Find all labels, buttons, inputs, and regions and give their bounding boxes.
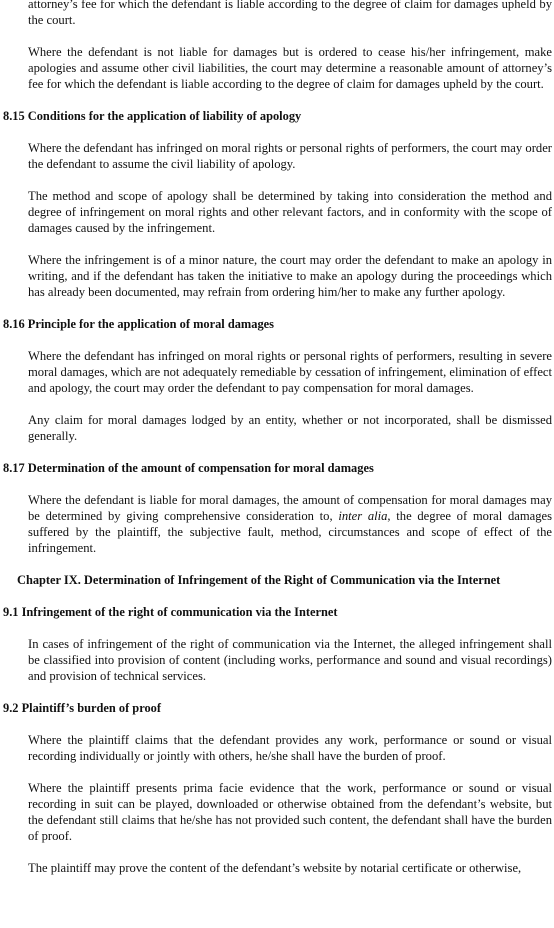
paragraph-attorney-fee-not-liable: Where the defendant is not liable for damages but is ordered to cease his/her infringement, make apologies and assume other civil liabilities, the court may determine a reasonable amount of attorney’s fee for which the defendant is liable according to the degree of claim for damages upheld by the court.: [28, 45, 552, 91]
paragraph-prima-facie: Where the plaintiff presents prima facie evidence that the work, performance or sound or visual recording in suit can be played, downloaded or otherwise obtained from the defendant’s website, but the defendant still claims that he/she has not provided such content, the defendant shall have the burden of proof.: [28, 781, 552, 843]
paragraph-attorney-fee-continued: attorney’s fee for which the defendant is liable according to the degree of claim for damages upheld by the court.: [28, 0, 552, 27]
paragraph-internet-infringement: In cases of infringement of the right of communication via the Internet, the alleged infringement shall be classified into provision of content (including works, performance and sound and visual recordings) and provision of technical services.: [28, 637, 552, 683]
paragraph-entity-claim: Any claim for moral damages lodged by an entity, whether or not incorporated, shall be dismissed generally.: [28, 413, 552, 443]
section-heading-8-16: 8.16 Principle for the application of moral damages: [3, 317, 274, 331]
paragraph-apology-condition: Where the defendant has infringed on moral rights or personal rights of performers, the court may order the defendant to assume the civil liability of apology.: [28, 141, 552, 171]
section-heading-9-1: 9.1 Infringement of the right of communication via the Internet: [3, 605, 338, 619]
section-heading-9-2: 9.2 Plaintiff’s burden of proof: [3, 701, 161, 715]
inter-alia-italic: inter alia: [338, 509, 388, 523]
paragraph-notarial-certificate: The plaintiff may prove the content of the defendant’s website by notarial certificate or otherwise,: [28, 861, 522, 875]
paragraph-burden-of-proof: Where the plaintiff claims that the defendant provides any work, performance or sound or visual recording individually or jointly with others, he/she shall have the burden of proof.: [28, 733, 552, 763]
paragraph-text-after: , the degree of moral damages suffered by the plaintiff, the subjective fault, method, circumstances and scope of effect of the infringement.: [28, 509, 552, 555]
paragraph-compensation-amount: [0, 492, 554, 556]
paragraph-apology-method: The method and scope of apology shall be determined by taking into consideration the method and degree of infringement on moral rights and other relevant factors, and in conformity with the scope of damages caused by the infringement.: [28, 189, 552, 235]
paragraph-text-before: Where the defendant is liable for moral damages, the amount of compensation for moral damages may be determined by giving comprehensive consideration to,: [28, 493, 552, 523]
paragraph-apology-minor: Where the infringement is of a minor nature, the court may order the defendant to make an apology in writing, and if the defendant has taken the initiative to make an apology during the proceedings which has already been documented, may refrain from ordering him/her to make any further apology.: [28, 253, 552, 299]
chapter-heading-ix: Chapter IX. Determination of Infringement of the Right of Communication via the Internet: [17, 573, 501, 587]
section-heading-8-15: 8.15 Conditions for the application of liability of apology: [3, 109, 302, 123]
paragraph-moral-damages-principle: Where the defendant has infringed on moral rights or personal rights of performers, resulting in severe moral damages, which are not adequately remediable by cessation of infringement, elimination of effect and apology, the court may order the defendant to pay compensation for moral damages.: [28, 349, 552, 395]
section-heading-8-17: 8.17 Determination of the amount of compensation for moral damages: [3, 461, 374, 475]
